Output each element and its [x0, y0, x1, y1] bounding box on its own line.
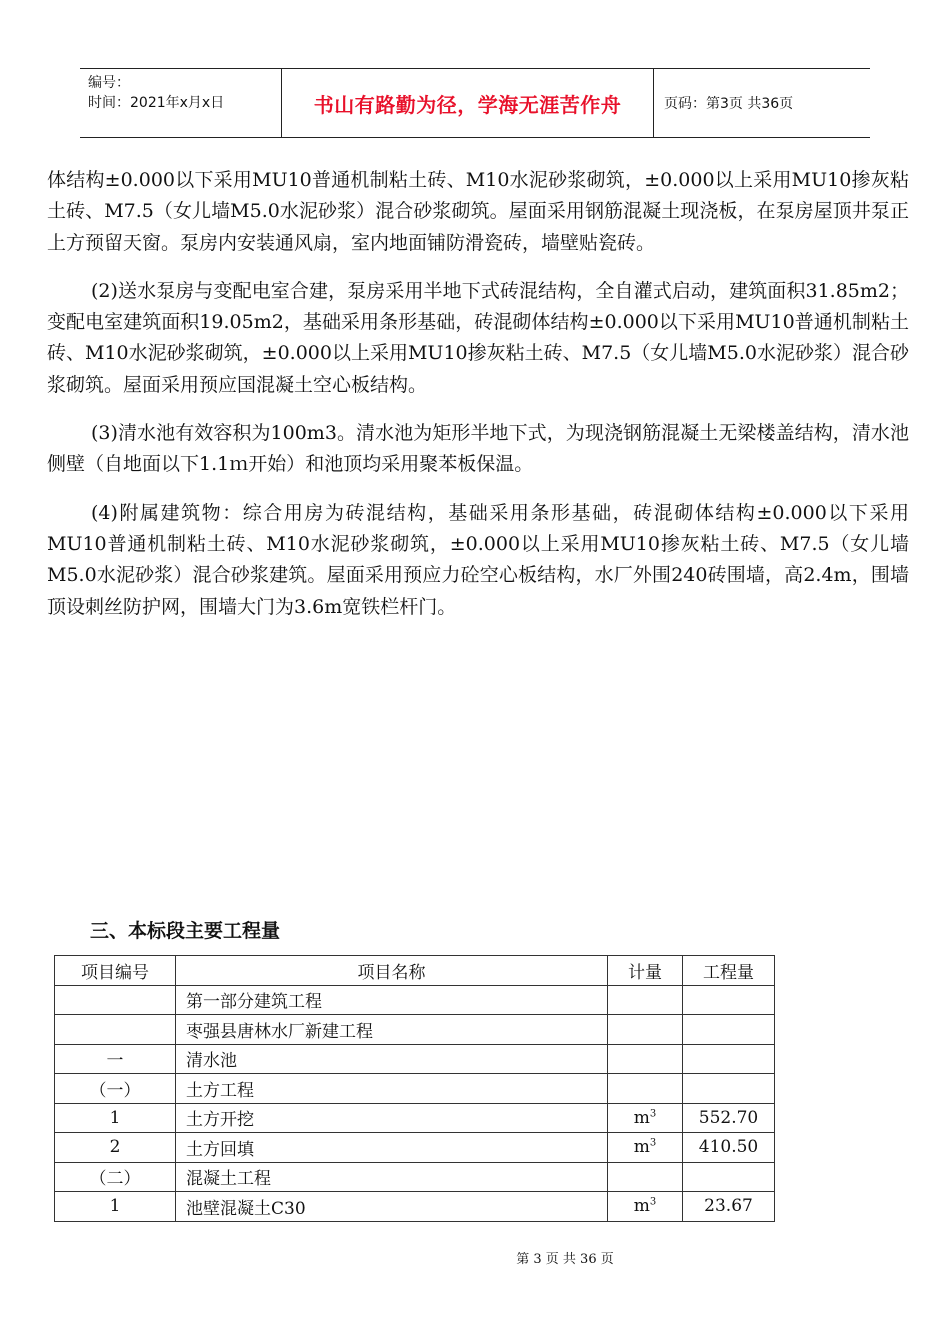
paragraph: (3)清水池有效容积为100m3。清水池为矩形半地下式，为现浇钢筋混凝土无梁楼盖结构，清水池侧壁（自地面以下1.1ｍ开始）和池顶均采用聚苯板保温。: [47, 422, 909, 476]
header-page-label: 页码：第3页 共36页: [664, 96, 794, 112]
item-unit: [608, 1133, 683, 1163]
table-row: [55, 1015, 775, 1045]
item-name: 清水池: [176, 1044, 608, 1074]
item-unit: [608, 1074, 683, 1104]
section-title: 三、本标段主要工程量: [90, 920, 281, 942]
item-unit: [608, 985, 683, 1015]
table-row: [55, 1192, 775, 1222]
item-quantity: 410.50: [683, 1133, 775, 1163]
item-code: （一）: [55, 1074, 176, 1104]
item-quantity: 23.67: [683, 1192, 775, 1222]
item-code: [55, 985, 176, 1015]
column-header: 项目编号: [55, 956, 176, 986]
time-label: 时间：2021年x月x日: [88, 95, 225, 111]
table-row: [55, 1162, 775, 1192]
item-unit: [608, 1192, 683, 1222]
page-footer: [0, 1248, 950, 1267]
item-code: 2: [55, 1133, 176, 1163]
header-motto: 书山有路勤为径，学海无涯苦作舟: [282, 69, 654, 137]
item-code: [55, 1015, 176, 1045]
number-label: 编号：: [88, 75, 130, 91]
unit-text: m: [633, 1107, 650, 1128]
paragraph: (2)送水泵房与变配电室合建，泵房采用半地下式砖混结构，全自灌式启动，建筑面积31.85m2；变配电室建筑面积19.05m2，基础采用条形基础，砖混砌体结构±0.000以下采用MU10普通机制粘土砖、M10水泥砂浆砌筑，±0.000以上采用MU10掺灰粘土砖、M7.5（女儿墙M5.0水泥砂浆）混合砂浆砌筑。屋面采用预应国混凝土空心板结构。: [47, 279, 909, 396]
item-quantity: 552.70: [683, 1103, 775, 1133]
item-name: 土方工程: [176, 1074, 608, 1104]
item-code: 1: [55, 1192, 176, 1222]
item-unit: [608, 1103, 683, 1133]
body-text: [47, 165, 909, 640]
header-meta: [80, 69, 282, 137]
item-unit: [608, 1162, 683, 1192]
table-row: [55, 1044, 775, 1074]
column-header: 计量: [608, 956, 683, 986]
item-quantity: [683, 1044, 775, 1074]
unit-text: m: [633, 1196, 650, 1217]
paragraph: (4)附属建筑物：综合用房为砖混结构，基础采用条形基础，砖混砌体结构±0.000以下采用MU10普通机制粘土砖、M10水泥砂浆砌筑，±0.000以上采用MU10掺灰粘土砖、M7.5（女儿墙M5.0水泥砂浆）混合砂浆建筑。屋面采用预应力砼空心板结构，水厂外围240砖围墙，高2.4m，围墙顶设刺丝防护网，围墙大门为3.6m宽铁栏杆门。: [47, 501, 909, 618]
item-name: 混凝土工程: [176, 1162, 608, 1192]
unit-exponent: 3: [649, 1108, 657, 1120]
unit-exponent: 3: [649, 1137, 657, 1149]
item-quantity: [683, 1162, 775, 1192]
table-row: [55, 1103, 775, 1133]
unit-exponent: 3: [649, 1196, 657, 1208]
unit-text: m: [633, 1137, 650, 1158]
item-name: 第一部分建筑工程: [176, 985, 608, 1015]
item-unit: [608, 1044, 683, 1074]
paragraph: 体结构±0.000以下采用MU10普通机制粘土砖、M10水泥砂浆砌筑，±0.000以上采用MU10掺灰粘土砖、M7.5（女儿墙M5.0水泥砂浆）混合砂浆砌筑。屋面采用钢筋混凝土现浇板，在泵房屋顶井泵正上方预留天窗。泵房内安装通风扇，室内地面铺防滑瓷砖，墙壁贴瓷砖。: [47, 169, 909, 254]
item-quantity: [683, 1015, 775, 1045]
item-code: （二）: [55, 1162, 176, 1192]
table-row: [55, 1133, 775, 1163]
item-code: 1: [55, 1103, 176, 1133]
item-quantity: [683, 1074, 775, 1104]
item-unit: [608, 1015, 683, 1045]
table-header-row: [55, 956, 775, 986]
table-row: [55, 1074, 775, 1104]
column-header: 项目名称: [176, 956, 608, 986]
item-name: 土方开挖: [176, 1103, 608, 1133]
footer-page-number: 第 3 页 共 36 页: [516, 1252, 614, 1267]
item-name: 土方回填: [176, 1133, 608, 1163]
column-header: 工程量: [683, 956, 775, 986]
page-header: [80, 68, 870, 138]
item-name: 池壁混凝土C30: [176, 1192, 608, 1222]
table-row: [55, 985, 775, 1015]
item-name: 枣强县唐林水厂新建工程: [176, 1015, 608, 1045]
quantities-table: [54, 955, 775, 1222]
item-quantity: [683, 985, 775, 1015]
item-code: 一: [55, 1044, 176, 1074]
